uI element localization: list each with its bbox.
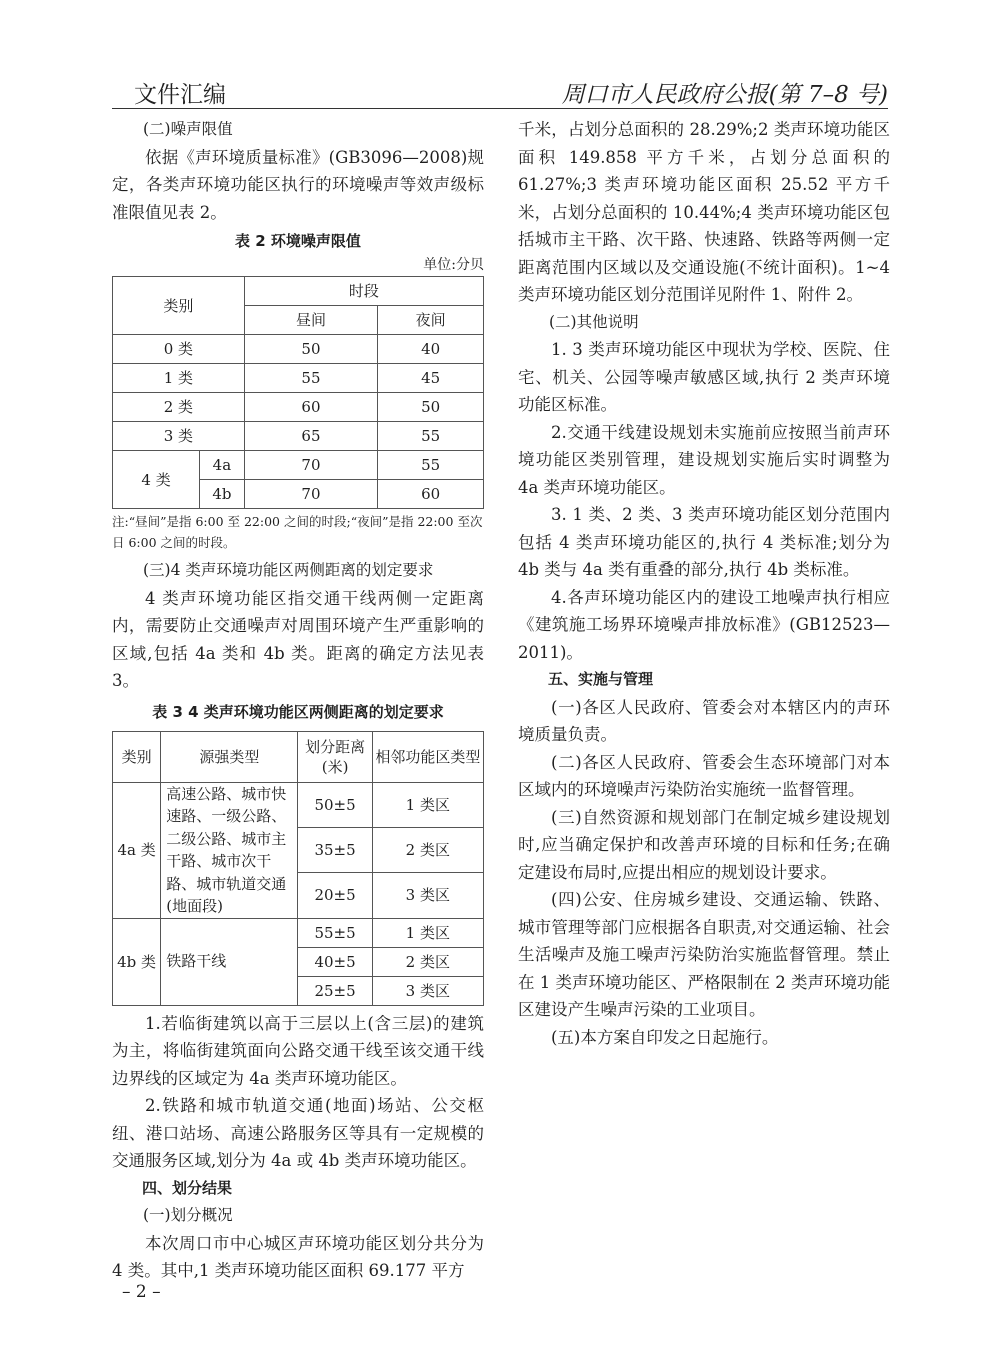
table-cell: 50 xyxy=(244,335,378,364)
table-2-noise-limits xyxy=(112,276,484,509)
table-cell: 40 xyxy=(378,335,484,364)
paragraph: (五)本方案自印发之日起施行。 xyxy=(551,1027,779,1047)
paragraph: 千米，占划分总面积的 28.29%;2 类声环境功能区面积 149.858 平方千米，占划分总面积的 61.27%;3 类声环境功能区面积 25.52 平方千米，占划分总面积的 10.44%;4 类声环境功能区包括城市主干路、次干路、快速路、铁路等两侧一定距离范围内区域以及交通设施(不统计面积)。1~4 类声环境功能区划分范围详见附件 1、附件 2。 xyxy=(518,120,890,304)
table-cell: 55 xyxy=(244,364,378,393)
section-heading-implementation: 五、实施与管理 xyxy=(548,670,654,688)
paragraph: (四)公安、住房城乡建设、交通运输、铁路、城市管理等部门应根据各自职责,对交通运输、社会生活噪声及施工噪声污染防治实施监督管理。禁止在 1 类声环境功能区、严格限制在 2 类声环境功能区建设产生噪声污染的工业项目。 xyxy=(518,890,890,1019)
table-header-day: 昼间 xyxy=(244,306,378,335)
paragraph: (三)自然资源和规划部门在制定城乡建设规划时,应当确定保护和改善声环境的目标和任务;在确定建设布局时,应提出相应的规划设计要求。 xyxy=(518,807,890,882)
table-cell: 55 xyxy=(378,422,484,451)
table-cell: 1 类区 xyxy=(372,782,483,827)
table-cell: 0 类 xyxy=(113,335,245,364)
paragraph: 3. 1 类、2 类、3 类声环境功能区划分范围内包括 4 类声环境功能区的,执行 4 类标准;划分为 4b 类与 4a 类有重叠的部分,执行 4b 类标准。 xyxy=(518,505,890,579)
table-2-note: 注:“昼间”是指 6:00 至 22:00 之间的时段;“夜间”是指 22:00 至次日 6:00 之间的时段。 xyxy=(112,514,483,550)
section-heading-distance: (三)4 类声环境功能区两侧距离的划定要求 xyxy=(143,561,434,579)
table-cell: 25±5 xyxy=(298,976,372,1005)
paragraph: (一)各区人民政府、管委会对本辖区内的声环境质量负责。 xyxy=(518,697,890,744)
table-cell: 55 xyxy=(378,451,484,480)
table-cell: 4 类 xyxy=(113,451,200,509)
table-cell: 40±5 xyxy=(298,947,372,976)
table-row xyxy=(113,782,484,827)
table-cell: 50 xyxy=(378,393,484,422)
table-cell: 2 类区 xyxy=(372,947,483,976)
table-row xyxy=(113,422,484,451)
table-cell: 70 xyxy=(244,451,378,480)
table-cell: 60 xyxy=(378,480,484,509)
section-heading-overview: (一)划分概况 xyxy=(143,1206,233,1224)
table-cell: 3 类区 xyxy=(372,873,483,918)
table-cell: 铁路干线 xyxy=(161,918,298,1005)
paragraph: 2.交通干线建设规划未实施前应按照当前声环境功能区类别管理，建设规划实施后实时调整为 4a 类声环境功能区。 xyxy=(518,422,890,497)
table-header-adjacent: 相邻功能区类型 xyxy=(372,731,483,782)
table-cell: 2 类 xyxy=(113,393,245,422)
table-row xyxy=(113,364,484,393)
table-row xyxy=(113,451,484,480)
table-header-period: 时段 xyxy=(244,277,483,306)
table-cell: 65 xyxy=(244,422,378,451)
table-3-title: 表 3 4 类声环境功能区两侧距离的划定要求 xyxy=(152,702,444,721)
table-cell: 4b xyxy=(200,480,245,509)
paragraph: (二)各区人民政府、管委会生态环境部门对本区域内的环境噪声污染防治实施统一监督管理。 xyxy=(518,752,890,799)
table-2-unit: 单位:分贝 xyxy=(423,257,484,273)
table-cell: 50±5 xyxy=(298,782,372,827)
table-header-source: 源强类型 xyxy=(161,731,298,782)
table-header-category: 类别 xyxy=(113,731,161,782)
table-header-distance: 划分距离(米) xyxy=(298,731,372,782)
left-column xyxy=(112,116,484,1285)
paragraph: 依据《声环境质量标准》(GB3096—2008)规定，各类声环境功能区执行的环境噪声等效声级标准限值见表 2。 xyxy=(112,147,484,222)
paragraph: 4.各声环境功能区内的建设工地噪声执行相应《建筑施工场界环境噪声排放标准》(GB12523—2011)。 xyxy=(518,587,890,662)
paragraph: 2.铁路和城市轨道交通(地面)场站、公交枢纽、港口站场、高速公路服务区等具有一定规模的交通服务区域,划分为 4a 或 4b 类声环境功能区。 xyxy=(112,1096,484,1170)
table-cell: 60 xyxy=(244,393,378,422)
table-cell: 35±5 xyxy=(298,827,372,872)
table-cell: 70 xyxy=(244,480,378,509)
table-cell: 2 类区 xyxy=(372,827,483,872)
table-cell: 45 xyxy=(378,364,484,393)
table-row xyxy=(113,918,484,947)
table-cell: 1 类区 xyxy=(372,918,483,947)
section-heading-other-notes: (二)其他说明 xyxy=(549,312,639,331)
page-number: – 2 – xyxy=(122,1282,161,1302)
section-heading-noise-limit: (二)噪声限值 xyxy=(143,120,233,138)
table-cell: 4b 类 xyxy=(113,918,161,1005)
table-cell: 高速公路、城市快速路、一级公路、二级公路、城市主干路、城市次干路、城市轨道交通(地面段) xyxy=(161,782,298,918)
table-cell: 55±5 xyxy=(298,918,372,947)
table-cell: 4a xyxy=(200,451,245,480)
table-cell: 3 类区 xyxy=(372,976,483,1005)
table-header-night: 夜间 xyxy=(378,306,484,335)
paragraph: 1.若临街建筑以高于三层以上(含三层)的建筑为主，将临街建筑面向公路交通干线至该交通干线边界线的区域定为 4a 类声环境功能区。 xyxy=(112,1013,484,1088)
table-header-category: 类别 xyxy=(113,277,245,335)
table-cell: 4a 类 xyxy=(113,782,161,918)
section-heading-results: 四、划分结果 xyxy=(142,1178,233,1197)
paragraph: 4 类声环境功能区指交通干线两侧一定距离内，需要防止交通噪声对周围环境产生严重影响的区域,包括 4a 类和 4b 类。距离的确定方法见表 3。 xyxy=(112,588,484,690)
table-cell: 1 类 xyxy=(113,364,245,393)
paragraph: 本次周口市中心城区声环境功能区划分共分为 4 类。其中,1 类声环境功能区面积 69.177 平方 xyxy=(112,1233,484,1280)
right-column xyxy=(518,116,890,1051)
running-header-journal: 周口市人民政府公报(第 7–8 号) xyxy=(561,82,888,108)
table-cell: 3 类 xyxy=(113,422,245,451)
running-header-section: 文件汇编 xyxy=(134,82,226,108)
header-rule xyxy=(112,108,888,109)
table-cell: 20±5 xyxy=(298,873,372,918)
table-row xyxy=(113,393,484,422)
table-2-title: 表 2 环境噪声限值 xyxy=(235,232,361,250)
paragraph: 1. 3 类声环境功能区中现状为学校、医院、住宅、机关、公园等噪声敏感区域,执行 2 类声环境功能区标准。 xyxy=(518,340,890,414)
table-3-distance xyxy=(112,731,484,1006)
table-row xyxy=(113,335,484,364)
